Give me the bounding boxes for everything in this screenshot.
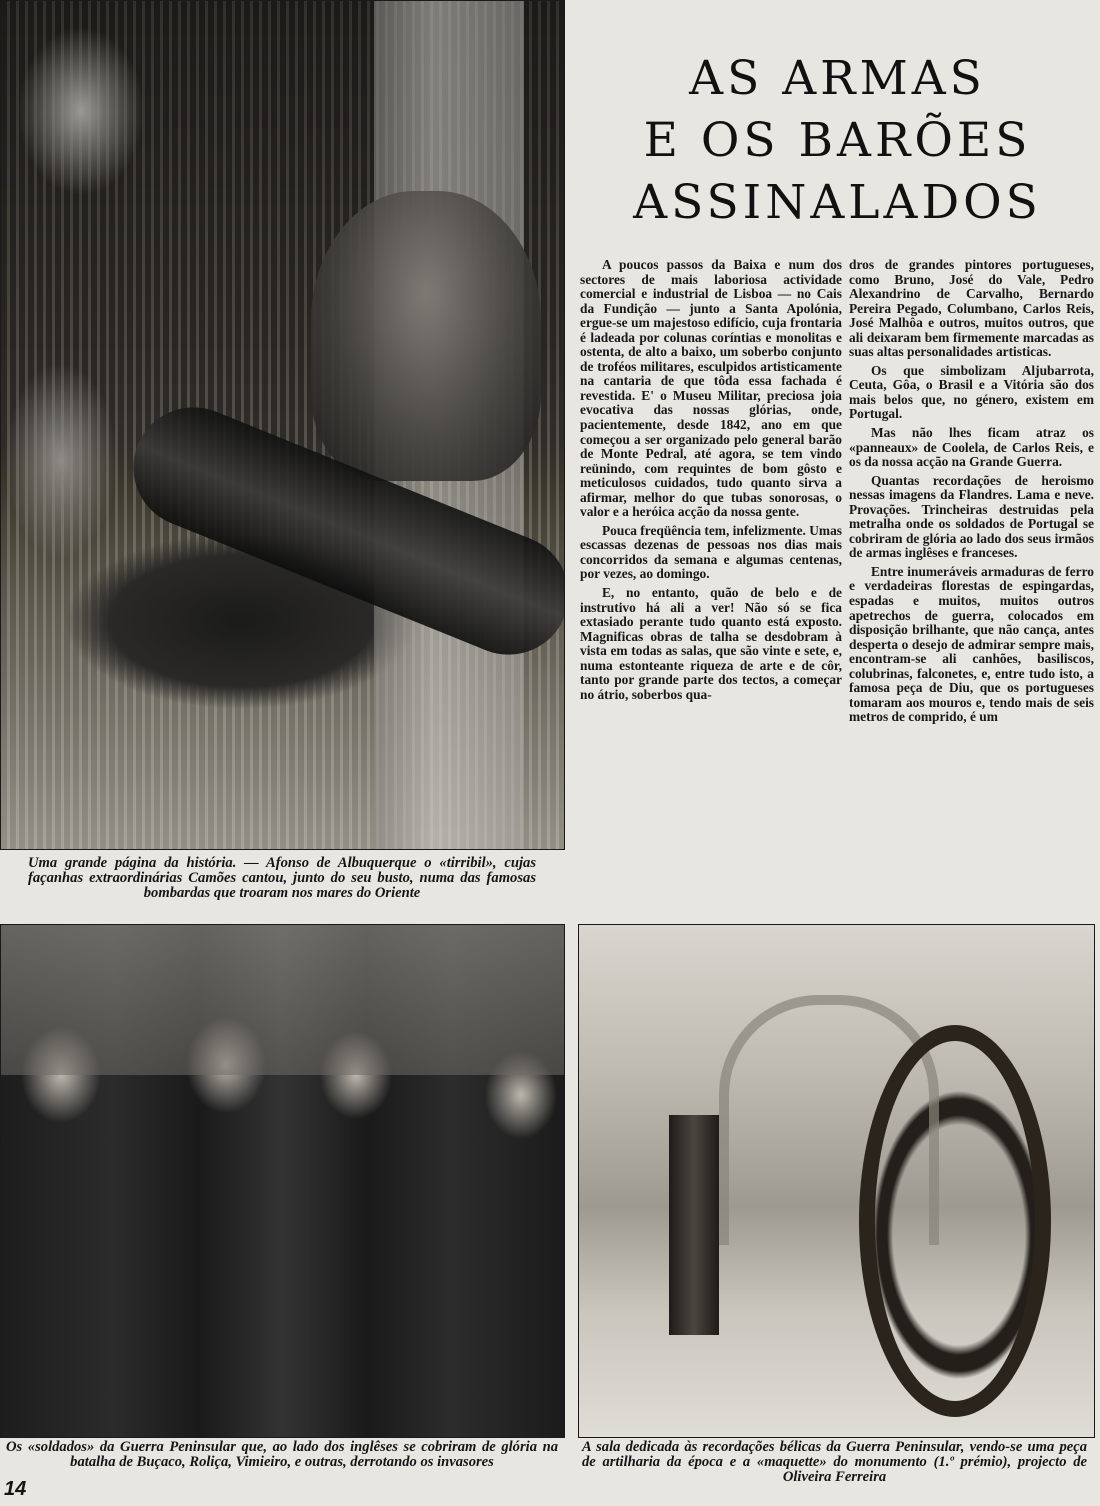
photo-peninsular-war-room xyxy=(578,924,1095,1438)
pedestal xyxy=(669,1115,719,1335)
gallery-wall xyxy=(1,925,564,1075)
article-paragraph: Entre inumeráveis armaduras de ferro e verdadeiras florestas de espingardas, espadas e muitos, muitos outros apetrechos de guerra, colocados em disposição brilhante, que não cança, antes desperta o desejo de admirar sempre mais, encontram-se ali canhões, basiliscos, colubrinas, falconetes, e, entre tudo isto, a famosa peça de Diu, que os portugueses tomaram aos mouros e, tendo mais de seis metros de comprido, é um xyxy=(849,563,1094,725)
article-column-1 xyxy=(580,258,842,706)
article-paragraph: Pouca freqüência tem, infelizmente. Umas escassas dezenas de pessoas nos dias mais concorridos da semana e algumas centenas, por vezes, ao domingo. xyxy=(580,522,842,582)
photo-peninsular-war-soldiers xyxy=(0,924,565,1438)
article-paragraph: E, no entanto, quão de belo e de instrutivo há ali a ver! Não só se fica extasiado perante tudo quanto está exposto. Magnificas obras de talha se desdobram à vista em todas as salas, que são vinte e sete, e, numa estonteante riqueza de arte e de côr, tanto por grande parte dos tectos, a começar no átrio, soberbos qua- xyxy=(580,585,842,702)
caption-top-photo: Uma grande página da história. — Afonso de Albuquerque o «tirribil», cujas façanhas extraordinárias Camões cantou, junto do seu busto, numa das famosas bombardas que troaram nos mares do Oriente xyxy=(28,855,536,901)
headline-line-3: ASSINALADOS xyxy=(633,175,1042,230)
article-paragraph-continued: dros de grandes pintores portugueses, como Bruno, José do Vale, Pedro Alexandrino de Carvalho, Bernardo Pereira Pegado, Columbano, Carlos Reis, José Malhôa e outros, muitos outros, que ali deixaram bem firmemente marcadas as suas altas personalidades artisticas. xyxy=(849,257,1094,360)
article-column-2 xyxy=(849,258,1094,729)
article-paragraph: A poucos passos da Baixa e num dos sectores de mais laboriosa actividade comercial e industrial de Lisboa — no Cais da Fundição — junto a Santa Apolónia, ergue-se um majestoso edifício, cuja frontaria é ladeada por colunas coríntias e monolitas e ostenta, de alto a baixo, um soberbo conjunto de troféos militares, esculpidos artisticamente na cantaria de que tôda essa fachada é revestida. E' o Museu Militar, preciosa joia evocativa das nossas glórias, onde, pacientemente, desde 1842, ano em que começou a ser organizado pelo general barão de Monte Pedral, até agora, se tem vindo reünindo, com requintes de bom gôsto e meticulosos cuidados, tudo quanto sirva a afirmar, melhor do que tubas sonorosas, o valor e a heróica acção da nossa gente. xyxy=(580,257,842,520)
headline-line-2: E OS BARÕES xyxy=(643,113,1032,168)
article-paragraph: Os que simbolizam Aljubarrota, Ceuta, Gôa, o Brasil e a Vitória são dos mais belos que, no género, existem em Portugal. xyxy=(849,362,1094,422)
artillery-wheel xyxy=(859,1025,1051,1417)
photo-albuquerque-bust xyxy=(0,0,565,850)
albuquerque-bust xyxy=(311,191,541,481)
headline xyxy=(585,48,1090,234)
caption-bottom-right-photo: A sala dedicada às recordações bélicas da Guerra Peninsular, vendo-se uma peça de artilharia da época e a «maquette» do monumento (1.º prémio), projecto de Oliveira Ferreira xyxy=(582,1439,1087,1485)
article-paragraph: Quantas recordações de heroismo nessas imagens da Flandres. Lama e neve. Provações. Trincheiras destruidas pela metralha onde os soldados de Portugal se cobriram de glória ao lado dos seus irmãos de armas inglêses e franceses. xyxy=(849,472,1094,561)
page-number: 14 xyxy=(4,1478,27,1500)
caption-bottom-left-photo: Os «soldados» da Guerra Peninsular que, ao lado dos inglêses se cobriram de glória na batalha de Buçaco, Roliça, Vimieiro, e outras, derrotando os invasores xyxy=(6,1439,558,1470)
headline-line-1: AS ARMAS xyxy=(689,51,986,106)
article-paragraph: Mas não lhes ficam atraz os «panneaux» de Coolela, de Carlos Reis, e os da nossa acção na Grande Guerra. xyxy=(849,425,1094,470)
